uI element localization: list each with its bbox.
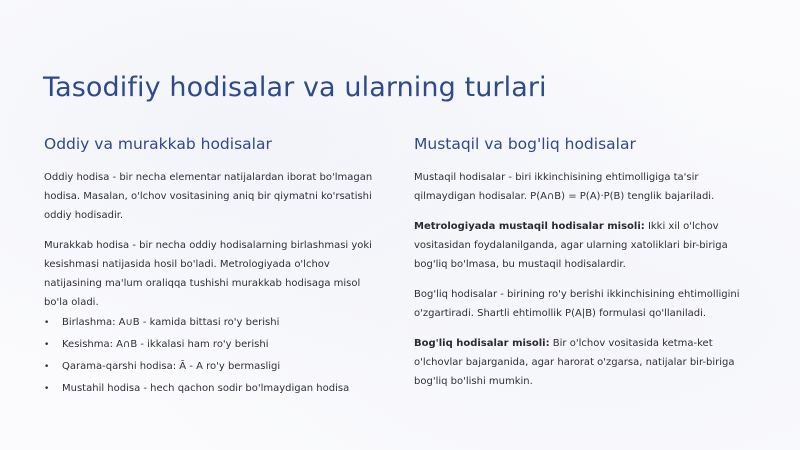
list-item	[44, 380, 384, 398]
right-heading: Mustaqil va bog'liq hodisalar	[414, 135, 636, 153]
example-label: Metrologiyada mustaqil hodisalar misoli:	[414, 221, 645, 232]
example-label: Bog'liq hodisalar misoli:	[414, 338, 550, 349]
example-text: Ikki xil o'lchov vositasidan foydalanilganda, agar ularning xatoliklari bir-biriga bog'liq bo'lmasa, bu mustaqil hodisalardir.	[414, 221, 728, 270]
bullet-icon: •	[44, 318, 50, 328]
event-operations-list	[44, 314, 384, 398]
slide-title: Tasodifiy hodisalar va ularning turlari	[43, 72, 547, 103]
list-item	[44, 314, 384, 332]
left-paragraph-compound-event: Murakkab hodisa - bir necha oddiy hodisalarning birlashmasi yoki kesishmasi natijasida hosil bo'ladi. Metrologiyada o'lchov natijasining ma'lum oraliqqa tushishi murakkab hodisaga misol bo'la oladi.	[44, 240, 372, 308]
left-heading: Oddiy va murakkab hodisalar	[44, 135, 272, 153]
example-text: Bir o'lchov vositasida ketma-ket o'lchovlar bajarganida, agar harorat o'zgarsa, natijalar bir-biriga bog'liq bo'lishi mumkin.	[414, 338, 735, 387]
list-item	[44, 358, 384, 376]
bullet-icon: •	[44, 384, 50, 394]
bullet-icon: •	[44, 362, 50, 372]
right-paragraph-independent: Mustaqil hodisalar - biri ikkinchisining ehtimolligiga ta'sir qilmaydigan hodisalar. P(A∩B) = P(A)·P(B) tenglik bajariladi.	[414, 172, 715, 202]
list-item-text: Kesishma: A∩B - ikkalasi ham ro'y berishi	[62, 339, 269, 350]
bullet-icon: •	[44, 340, 50, 350]
right-paragraph-dependent: Bog'liq hodisalar - birining ro'y berishi ikkinchisining ehtimolligini o'zgartiradi. Shartli ehtimollik P(A|B) formulasi qo'llaniladi.	[414, 289, 740, 319]
right-paragraph-dependent-example	[414, 334, 754, 391]
right-column	[414, 135, 754, 402]
left-paragraph-simple-event: Oddiy hodisa - bir necha elementar natijalardan iborat bo'lmagan hodisa. Masalan, o'lchov vositasining aniq bir qiymatni ko'rsatishi oddiy hodisadir.	[44, 172, 373, 221]
list-item-text: Mustahil hodisa - hech qachon sodir bo'lmaydigan hodisa	[62, 383, 350, 394]
list-item	[44, 336, 384, 354]
list-item-text: Birlashma: A∪B - kamida bittasi ro'y berishi	[62, 317, 280, 328]
left-column	[44, 135, 384, 402]
list-item-text: Qarama-qarshi hodisa: Ā - A ro'y bermasligi	[62, 361, 281, 372]
right-paragraph-independent-example	[414, 217, 754, 274]
